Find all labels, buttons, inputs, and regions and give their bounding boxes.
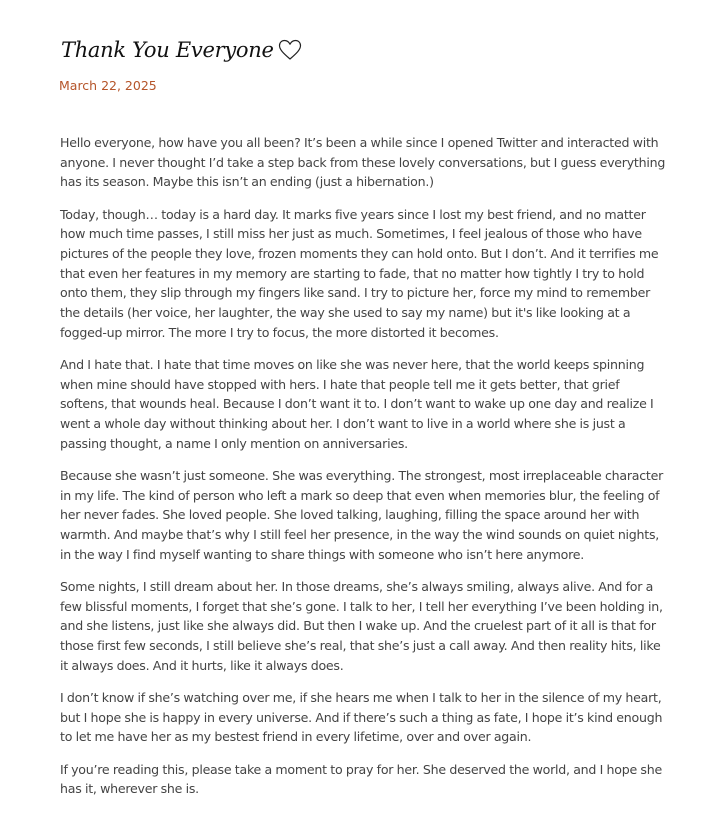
post-paragraph: Hello everyone, how have you all been? It’s been a while since I opened Twitter and interacted with anyone. I never thought I’d take a step back from these lovely conversations, but I guess everything has its season. Maybe this isn’t an ending (just a hibernation.) (60, 135, 666, 190)
post-paragraph: Because she wasn’t just someone. She was everything. The strongest, most irreplaceable character in my life. The kind of person who left a mark so deep that even when memories blur, the feeling of her never fades. She loved people. She loved talking, laughing, filling the space around her with warmth. And maybe that’s why I still feel her presence, in the way the wind sounds on quiet nights, in the way I find myself wanting to share things with someone who isn’t here anymore. (60, 468, 664, 562)
post-paragraph: And I hate that. I hate that time moves on like she was never here, that the world keeps spinning when mine should have stopped with hers. I hate that people tell me it gets better, that grief softens, that wounds heal. Because I don’t want it to. I don’t want to wake up one day and realize I went a whole day without thinking about her. I don’t want to live in a world where she is just a passing thought, a name I only mention on anniversaries. (60, 357, 654, 451)
post-paragraph: If you’re reading this, please take a moment to pray for her. She deserved the world, and I hope she has it, wherever she is. (60, 761, 662, 797)
post-paragraph: Some nights, I still dream about her. In those dreams, she’s always smiling, always alive. And for a few blissful moments, I forget that she’s gone. I talk to her, I tell her everything I’ve been holding in, and she listens, just like she always did. But then I wake up. And the cruelest part of it all is that for those first few seconds, I still believe she’s real, that she’s just a call away. And then reality hits, like it always does. And it hurts, like it always does. (60, 579, 663, 673)
post-date: March 22, 2025 (59, 78, 157, 93)
post-title: Thank You Everyone (61, 38, 274, 62)
post-paragraph: Today, though… today is a hard day. It marks five years since I lost my best friend, and no matter how much time passes, I still miss her just as much. Sometimes, I feel jealous of those who have pictures of the people they love, frozen moments they can hold onto. But I don’t. And it terrifies me that even her features in my memory are starting to fade, that no matter how tightly I try to hold onto them, they slip through my fingers like sand. I try to picture her, force my mind to remember the details (her voice, her laughter, the way she used to say my name) but it's like looking at a fogged-up mirror. The more I try to focus, the more distorted it becomes. (60, 206, 659, 340)
heart-outline-icon (278, 39, 302, 61)
post-body (60, 133, 670, 812)
post-paragraph: I don’t know if she’s watching over me, if she hears me when I talk to her in the silence of my heart, but I hope she is happy in every universe. And if there’s such a thing as fate, I hope it’s kind enough to let me have her as my bestest friend in every lifetime, over and over again. (60, 690, 663, 745)
post-header (61, 33, 302, 67)
